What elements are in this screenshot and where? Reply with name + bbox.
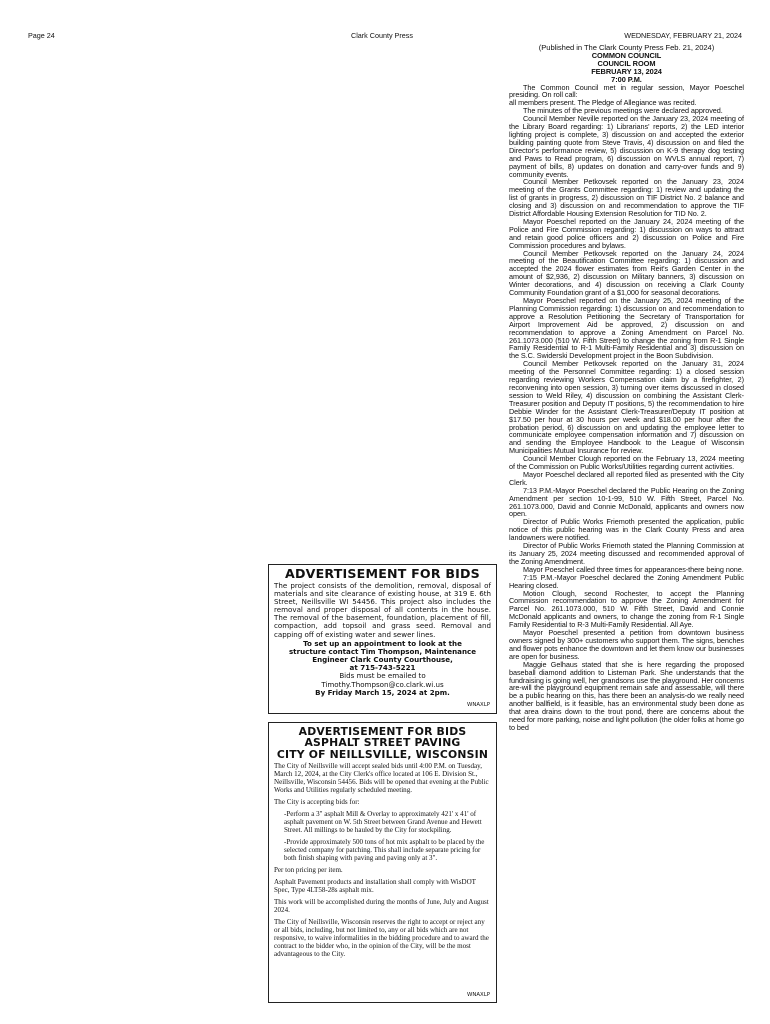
appointment-line: Engineer Clark County Courthouse, bbox=[312, 655, 453, 665]
appointment-line: To set up an appointment to look at the bbox=[303, 638, 462, 648]
minutes-paragraph: The Common Council met in regular session, Mayor Poeschel presiding. On roll call: bbox=[509, 82, 744, 100]
minutes-paragraph: Motion Clough, second Rochester, to accept the Planning Commission recommendation to approve the Zoning Amendment for Parcel No. 261.1073.000, 510 W. Fifth Street, David and Connie McDonald applicants and owners, to change the zoning from R-1 Single Family Residential to R-3 Multi-Family Residential. All Aye. bbox=[509, 588, 744, 630]
minutes-paragraph: Director of Public Works Friemoth stated the Planning Commission at its January 25, 2024 meeting discussed and recommended approval of the Zoning Amendment. bbox=[509, 541, 744, 566]
minutes-title-line: FEBRUARY 13, 2024 bbox=[591, 66, 662, 76]
minutes-paragraph: 7:15 P.M.-Mayor Poeschel declared the Zoning Amendment Public Hearing closed. bbox=[509, 572, 744, 590]
newspaper-name: Clark County Press bbox=[351, 31, 413, 40]
ad-paragraph: Asphalt Pavement products and installation shall comply with WisDOT Spec, Type 4LT58-28s asphalt mix. bbox=[274, 878, 476, 895]
ad-paragraph: The City is accepting bids for: bbox=[274, 798, 360, 807]
email-label: Bids must be emailed to bbox=[339, 671, 426, 681]
minutes-paragraph: Council Member Clough reported on the February 13, 2024 meeting of the Commission on Public Works/Utilities regarding current activities. bbox=[509, 454, 744, 472]
ad-paragraph: Per ton pricing per item. bbox=[274, 866, 343, 875]
ad-paragraph: This work will be accomplished during the months of June, July and August 2024. bbox=[274, 898, 489, 915]
minutes-title-line: COMMON COUNCIL bbox=[591, 50, 662, 60]
ad-heading-line: ADVERTISEMENT FOR BIDS bbox=[298, 725, 467, 738]
ad-code: WNAXLP bbox=[467, 992, 490, 998]
council-minutes bbox=[509, 44, 744, 732]
minutes-paragraph: Maggie Gelhaus stated that she is here regarding the proposed baseball diamond addition to Listeman Park. She understands that the fundraising is going well, her grandsons use the playground. Her concerns are-will the playground equipment remain safe and assessable, will there be a public hearing on this, has there been an analysis-do we really need another ballfield, is it feasible, has an environmental study been done as that area drains down to the trout pond, there are concerns about the need for more parking, noise and light pollution (the older folks at home go to bed bbox=[509, 659, 744, 732]
minutes-paragraph: Council Member Petkovsek reported on the January 24, 2024 meeting of the Beautification Committee regarding: 1) discussion and accepted the 2024 flower estimates from Reit's Garden Center in the amount of $2,936, 2) discussion on Military banners, 3) discussion on Winter decorations, and 4) discussion on receiving a Clark County Community Foundation grant of a $1,000 for seasonal decorations. bbox=[509, 248, 744, 298]
demolition-bid-ad bbox=[268, 564, 497, 714]
minutes-paragraph: The minutes of the previous meetings were declared approved. bbox=[523, 106, 723, 116]
ad-body: The project consists of the demolition, removal, disposal of materials and site clearance of existing house, at 319 E. 6th Street, Neillsville WI 54456. This project also includes the removal and proper disposal of all contents in the house. The removal of the basement, foundation, placement of fill, compaction, add topsoil and grass seed. Removal and capping off of existing water and sewer lines. bbox=[274, 581, 491, 639]
ad-code: WNAXLP bbox=[467, 702, 490, 708]
minutes-paragraph: 7:13 P.M.-Mayor Poeschel declared the Public Hearing on the Zoning Amendment per section 10-1-99, 510 W. Fifth Street, Parcel No. 261.1073.000, David and Connie McDonald, applicants and owners now open. bbox=[509, 485, 744, 519]
minutes-paragraph: Council Member Petkovsek reported on the January 31, 2024 meeting of the Personnel Committee regarding: 1) a closed session regarding reviewing Workers Compensation claim by a firefighter, 2) reconvening into open session, 3) turning over items discussed in closed session to Weld Riley, 4) discussion on combining the Assistant Clerk-Treasurer position and Deputy IT positions, 5) the recommendation to hire Debbie Winder for the Assistant Clerk-Treasurer/Deputy IT position at $17.50 per hour at 30 hours per week and $18.00 per hour after the probation period, 6) discussion on and updating the employee letter to communicate employee compensation information and 7) discussion on and sending the Employee Handbook to the League of Wisconsin Municipalities Mutual Insurance for review. bbox=[509, 359, 744, 456]
paving-bid-ad bbox=[268, 722, 497, 1003]
ad-paragraph: The City of Neillsville, Wisconsin reserves the right to accept or reject any or all bids, including, but not limited to, any or all bids which are not responsive, to waive informalities in the bidding procedure and to award the contract to the bidder who, in the opinion of the City, will be the most advantageous to the City. bbox=[274, 918, 489, 959]
minutes-paragraph: Mayor Poeschel reported on the January 25, 2024 meeting of the Planning Commission regarding: 1) discussion on and recommendation to approve a Resolution Petitioning the Secretary of Transportation for Airport Improvement Aid be approved, 2) discussion on and recommendation to approve a Zoning Amendment on Parcel No. 261.1073.000 (510 W. Fifth Street) to change the zoning from R-1 Single Family Residential to R-1 Multi-Family Residential and 3) discussion on the S.C. Swiderski Development project in the Boon Subdivision. bbox=[509, 296, 744, 361]
minutes-paragraph: Council Member Petkovsek reported on the January 23, 2024 meeting of the Grants Committee regarding: 1) review and updating the list of grants in progress, 2) discussion on TIF District No. 2 balance and closing and 3) discussion on and recommendation to approve the TIF District Affordable Housing Extension Resolution for TID No. 2. bbox=[509, 177, 744, 219]
ad-heading: ADVERTISEMENT FOR BIDS bbox=[285, 566, 480, 581]
minutes-title-line: COUNCIL ROOM bbox=[597, 58, 656, 68]
ad-paragraph: -Perform a 3" asphalt Mill & Overlay to approximately 421' x 41' of asphalt pavement on W. 5th Street between Grand Avenue and Hewett Street. All millings to be hauled by the City for stockpiling. bbox=[284, 810, 482, 835]
appointment-phone: at 715-743-5221 bbox=[349, 663, 416, 673]
minutes-paragraph: all members present. The Pledge of Allegiance was recited. bbox=[509, 98, 697, 108]
issue-date: WEDNESDAY, FEBRUARY 21, 2024 bbox=[624, 31, 742, 40]
appointment-line: structure contact Tim Thompson, Maintenance bbox=[288, 646, 477, 656]
bid-deadline: By Friday March 15, 2024 at 2pm. bbox=[315, 687, 450, 697]
ad-paragraph: The City of Neillsville will accept sealed bids until 4:00 P.M. on Tuesday, March 12, 2024, at the City Clerk's office located at 106 E. Division St., Neillsville, Wisconsin 54456. Bids will be opened that evening at the Public Works and Utilities regularly scheduled meeting. bbox=[274, 762, 489, 795]
ad-body bbox=[274, 762, 491, 958]
minutes-title-line: 7:00 P.M. bbox=[611, 74, 642, 84]
email-address[interactable]: Timothy.Thompson@co.clark.wi.us bbox=[321, 679, 444, 689]
minutes-paragraph: Director of Public Works Friemoth presented the application, public notice of this public hearing was in the Clark County Press and area landowners were notified. bbox=[509, 517, 744, 543]
ad-heading-line: ASPHALT STREET PAVING bbox=[304, 736, 461, 750]
minutes-paragraph: Council Member Neville reported on the January 23, 2024 meeting of the Library Board regarding: 1) Librarians' reports, 2) the LED interior lighting project is complete, 3) discussion on and accepted the exterior building painting quote from Steve Travis, 4) discussion on and filed the Director's performance review, 5) discussion on K-9 therapy dog testing and Paws to Read program, 6) discussion on WVLS annual report, 7) payment of bills, 8) updates on donation and carry-over funds and 9) community events. bbox=[509, 114, 744, 179]
publication-notice: (Published in The Clark County Press Feb. 21, 2024) bbox=[538, 43, 715, 52]
minutes-paragraph: Mayor Poeschel reported on the January 24, 2024 meeting of the Police and Fire Commission regarding: 1) discussion on ways to attract and retain good police officers and 2) discussion on Police and Fire Commission procedures and bylaws. bbox=[509, 216, 744, 250]
ad-heading-line: CITY OF NEILLSVILLE, WISCONSIN bbox=[276, 747, 489, 761]
ad-paragraph: -Provide approximately 500 tons of hot mix asphalt to be placed by the selected company for patching. This shall include separate pricing for both finish shaping with paving and paving only at 3". bbox=[284, 838, 485, 863]
page-number: Page 24 bbox=[28, 31, 55, 40]
minutes-paragraph: Mayor Poeschel called three times for appearances-there being none. bbox=[523, 564, 744, 574]
minutes-paragraph: Mayor Poeschel presented a petition from downtown business owners signed by 300+ customers who support them. The signs, benches and flower pots enhance the downtown and let them know our businesses are open for business. bbox=[509, 628, 744, 661]
minutes-paragraph: Mayor Poeschel declared all reported filed as presented with the City Clerk. bbox=[509, 469, 744, 487]
